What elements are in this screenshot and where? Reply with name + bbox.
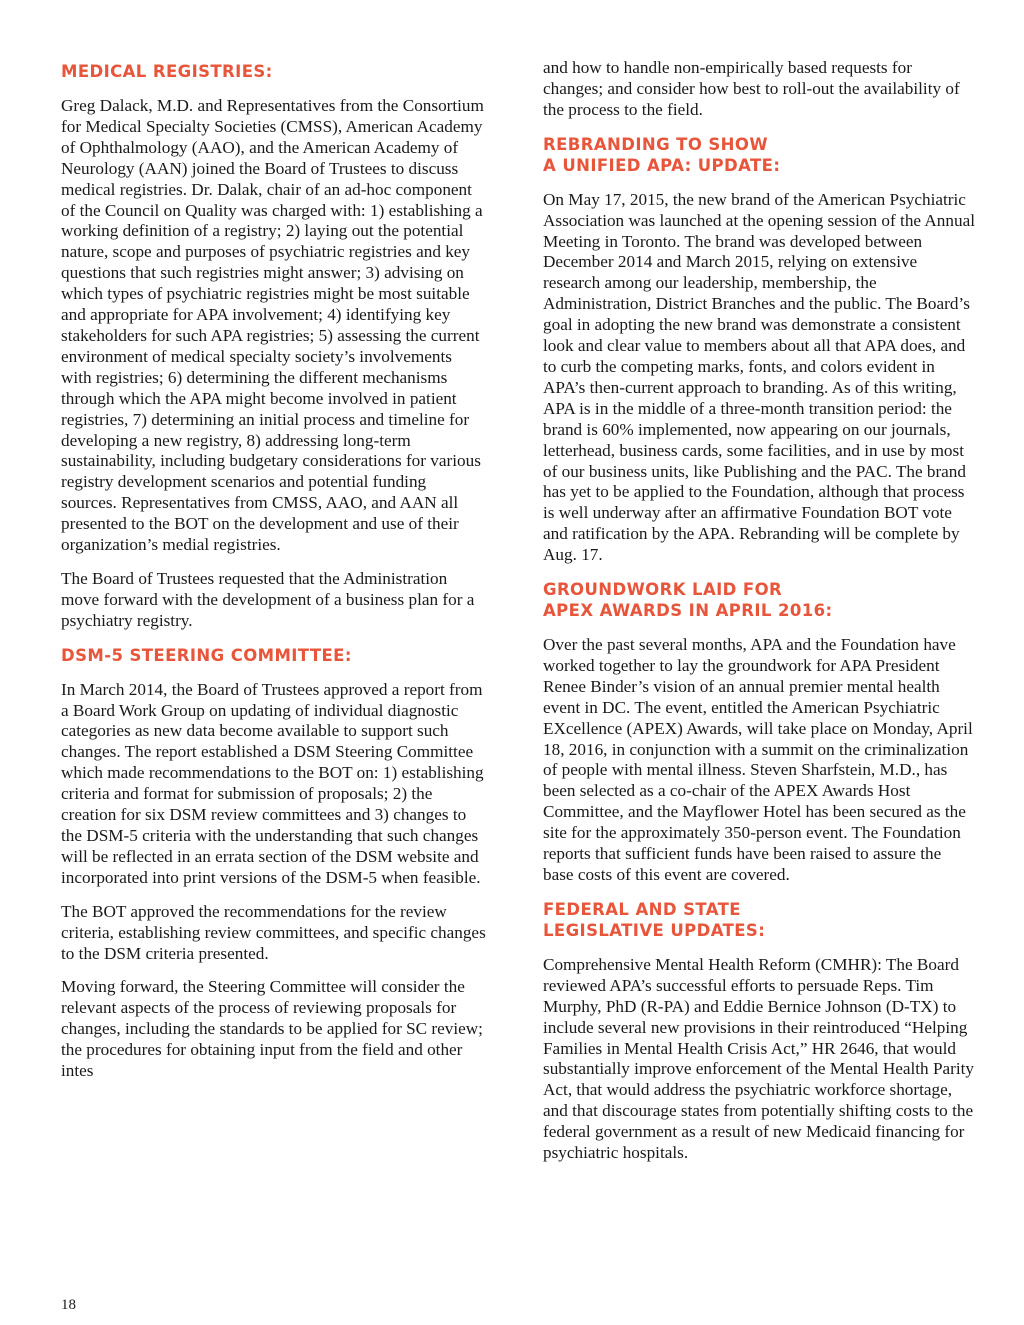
heading-rebranding-line2: A UNIFIED APA: UPDATE: <box>543 155 781 175</box>
heading-apex-line1: GROUNDWORK LAID FOR <box>543 580 783 600</box>
paragraph-dsm-2: The BOT approved the recommendations for the review criteria, establishing review committees, and specific changes to the DSM criteria presented. <box>61 901 486 963</box>
heading-federal-line2: LEGISLATIVE UPDATES: <box>543 920 766 940</box>
paragraph-dsm-3: Moving forward, the Steering Committee will consider the relevant aspects of the process of reviewing proposals for changes, including the standards to be applied for SC review; the procedures for obtaining input from the field and other intes <box>61 977 483 1081</box>
paragraph-dsm-1: In March 2014, the Board of Trustees approved a report from a Board Work Group on updating of individual diagnostic categories as new data become available to support such changes. The report established a DSM Steering Committee which made recommendations to the BOT on: 1) establishing criteria and format for submission of proposals; 2) the creation for six DSM review committees and 3) changes to the DSM-5 criteria with the understanding that such changes will be reflected in an errata section of the DSM website and incorporated into print versions of the DSM-5 when feasible. <box>61 679 484 887</box>
heading-dsm5-steering: DSM-5 STEERING COMMITTEE: <box>61 645 352 665</box>
page-number: 18 <box>61 1297 76 1313</box>
heading-rebranding <box>543 134 975 176</box>
paragraph-registries-2: The Board of Trustees requested that the Administration move forward with the development of a business plan for a psychiatry registry. <box>61 568 475 630</box>
paragraph-federal: Comprehensive Mental Health Reform (CMHR): The Board reviewed APA’s successful efforts to persuade Reps. Tim Murphy, PhD (R-PA) and Eddie Bernice Johnson (D-TX) to include several new provisions in their reintroduced “Helping Families in Mental Health Crisis Act,” HR 2646, that would substantially improve enforcement of the Mental Health Parity Act, that would address the psychiatric workforce shortage, and that discourage states from potentially shifting costs to the federal government as a result of new Medicaid financing for psychiatric hospitals. <box>543 954 974 1163</box>
heading-federal-line1: FEDERAL AND STATE <box>543 899 741 919</box>
right-column <box>543 58 975 1177</box>
heading-rebranding-line1: REBRANDING TO SHOW <box>543 134 768 154</box>
paragraph-registries-1: Greg Dalack, M.D. and Representatives from the Consortium for Medical Specialty Societies (CMSS), American Academy of Ophthalmology (AAO), and the American Academy of Neurology (AAN) joined the Board of Trustees to discuss medical registries. Dr. Dalak, chair of an ad-hoc component of the Council on Quality was charged with: 1) establishing a working definition of a registry; 2) laying out the potential nature, scope and purposes of psychiatric registries and key questions that such registries might answer; 3) advising on which types of psychiatric registries might be most suitable and appropriate for APA involvement; 4) identifying key stakeholders for such APA registries; 5) assessing the current environment of medical specialty society’s involvements with registries; 6) determining the different mechanisms through which the APA might become involved in patient registries, 7) determining an initial process and timeline for developing a new registry, 8) addressing long-term sustainability, including budgetary considerations for various registry development scenarios and potential funding sources. Representatives from CMSS, AAO, and AAN all presented to the BOT on the development and use of their organization’s medial registries. <box>61 96 484 555</box>
heading-apex-line2: APEX AWARDS IN APRIL 2016: <box>543 601 833 621</box>
paragraph-apex: Over the past several months, APA and the Foundation have worked together to lay the groundwork for APA President Renee Binder’s vision of an annual premier mental health event in DC. The event, entitled the American Psychiatric EXcellence (APEX) Awards, will take place on Monday, April 18, 2016, in conjunction with a summit on the criminalization of people with mental illness. Steven Sharfstein, M.D., has been selected as a co-chair of the APEX Awards Host Committee, and the Mayflower Hotel has been secured as the site for the approximately 350-person event. The Foundation reports that sufficient funds have been raised to assure the base costs of this event are covered. <box>543 635 973 884</box>
heading-medical-registries: MEDICAL REGISTRIES: <box>61 62 273 81</box>
heading-federal-state <box>543 899 975 941</box>
left-column <box>61 58 486 1095</box>
heading-apex <box>543 579 975 621</box>
paragraph-continued: and how to handle non-empirically based requests for changes; and consider how best to roll-out the availability of the process to the field. <box>543 58 960 119</box>
paragraph-rebranding: On May 17, 2015, the new brand of the American Psychiatric Association was launched at the opening session of the Annual Meeting in Toronto. The brand was developed between December 2014 and March 2015, relying on extensive research among our leadership, membership, the Administration, District Branches and the public. The Board’s goal in adopting the new brand was demonstrate a consistent look and clear value to members about all that APA does, and to curb the competing marks, fonts, and colors evident in APA’s then-current approach to branding. As of this writing, APA is in the middle of a three-month transition period: the brand is 60% implemented, now appearing on our journals, letterhead, business cards, some facilities, and in use by most of our business units, like Publishing and the PAC. The brand has yet to be applied to the Foundation, although that process is well underway after an affirmative Foundation BOT vote and ratification by the APA. Rebranding will be complete by Aug. 17. <box>543 189 975 565</box>
